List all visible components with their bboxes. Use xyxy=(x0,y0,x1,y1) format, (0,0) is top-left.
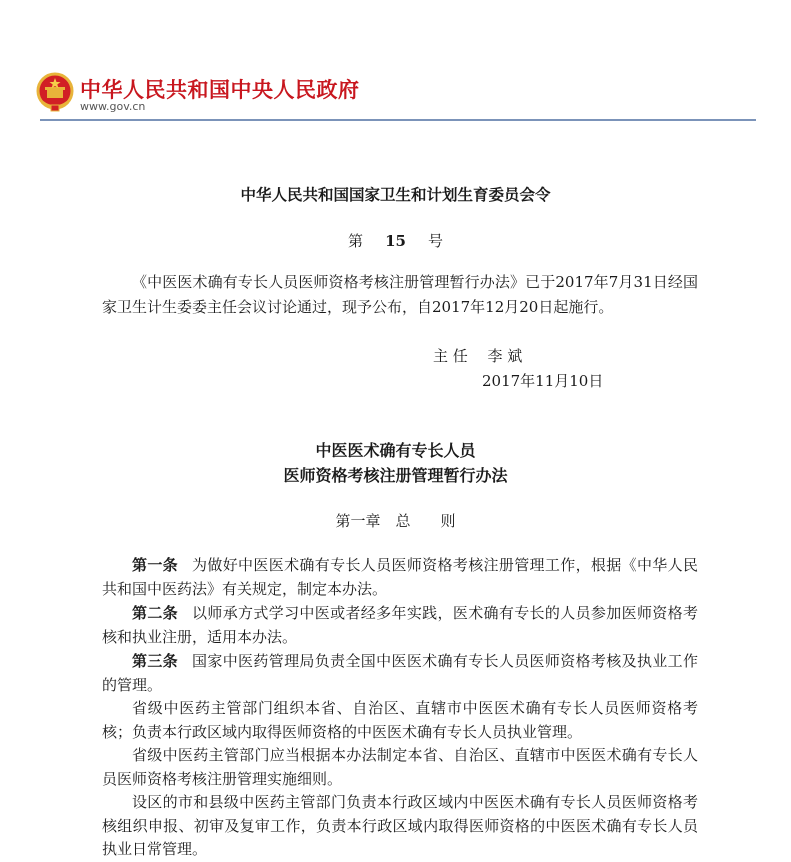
site-name[interactable]: 中华人民共和国中央人民政府 xyxy=(80,78,360,102)
article-3 xyxy=(102,650,698,697)
article-text: 国家中医药管理局负责全国中医医术确有专长人员医师资格考核及执业工作的管理。 xyxy=(102,652,698,694)
chapter-heading: 第一章 总 则 xyxy=(335,512,456,530)
regulation-title-line1: 中医医术确有专长人员 xyxy=(315,441,476,460)
site-url[interactable]: www.gov.cn xyxy=(80,100,146,113)
paragraph-municipal-duties: 设区的市和县级中医药主管部门负责本行政区域内中医医术确有专长人员医师资格考核组织申报、初审及复审工作，负责本行政区域内取得医师资格的中医医术确有专长人员执业日常管理。 xyxy=(102,793,698,858)
article-number: 第三条 xyxy=(132,652,179,670)
paragraph-provincial-rules: 省级中医药主管部门应当根据本办法制定本省、自治区、直辖市中医医术确有专长人员医师资格考核注册管理实施细则。 xyxy=(102,746,698,788)
article-number: 第二条 xyxy=(132,604,179,622)
signer: 主 任 李 斌 xyxy=(433,347,523,365)
article-2 xyxy=(102,602,698,649)
regulation-title-line2: 医师资格考核注册管理暂行办法 xyxy=(283,466,508,485)
sign-date: 2017年11月10日 xyxy=(482,372,604,390)
header-divider xyxy=(40,119,756,121)
site-header xyxy=(0,0,791,125)
order-number xyxy=(0,230,791,251)
order-suffix: 号 xyxy=(427,232,443,250)
article-text: 为做好中医医术确有专长人员医师资格考核注册管理工作，根据《中华人民共和国中医药法》有关规定，制定本办法。 xyxy=(102,556,698,598)
order-prefix: 第 xyxy=(348,232,364,250)
article-1 xyxy=(102,554,698,601)
announcement-paragraph: 《中医医术确有专长人员医师资格考核注册管理暂行办法》已于2017年7月31日经国家卫生计生委委主任会议讨论通过，现予公布，自2017年12月20日起施行。 xyxy=(102,273,698,316)
national-emblem-icon[interactable] xyxy=(36,72,74,112)
article-number: 第一条 xyxy=(132,556,179,574)
decree-title: 中华人民共和国国家卫生和计划生育委员会令 xyxy=(240,185,551,204)
paragraph-provincial-exam: 省级中医药主管部门组织本省、自治区、直辖市中医医术确有专长人员医师资格考核；负责本行政区域内取得医师资格的中医医术确有专长人员执业管理。 xyxy=(102,699,698,741)
order-number-value: 15 xyxy=(385,232,406,250)
article-text: 以师承方式学习中医或者经多年实践，医术确有专长的人员参加医师资格考核和执业注册，适用本办法。 xyxy=(102,604,698,646)
